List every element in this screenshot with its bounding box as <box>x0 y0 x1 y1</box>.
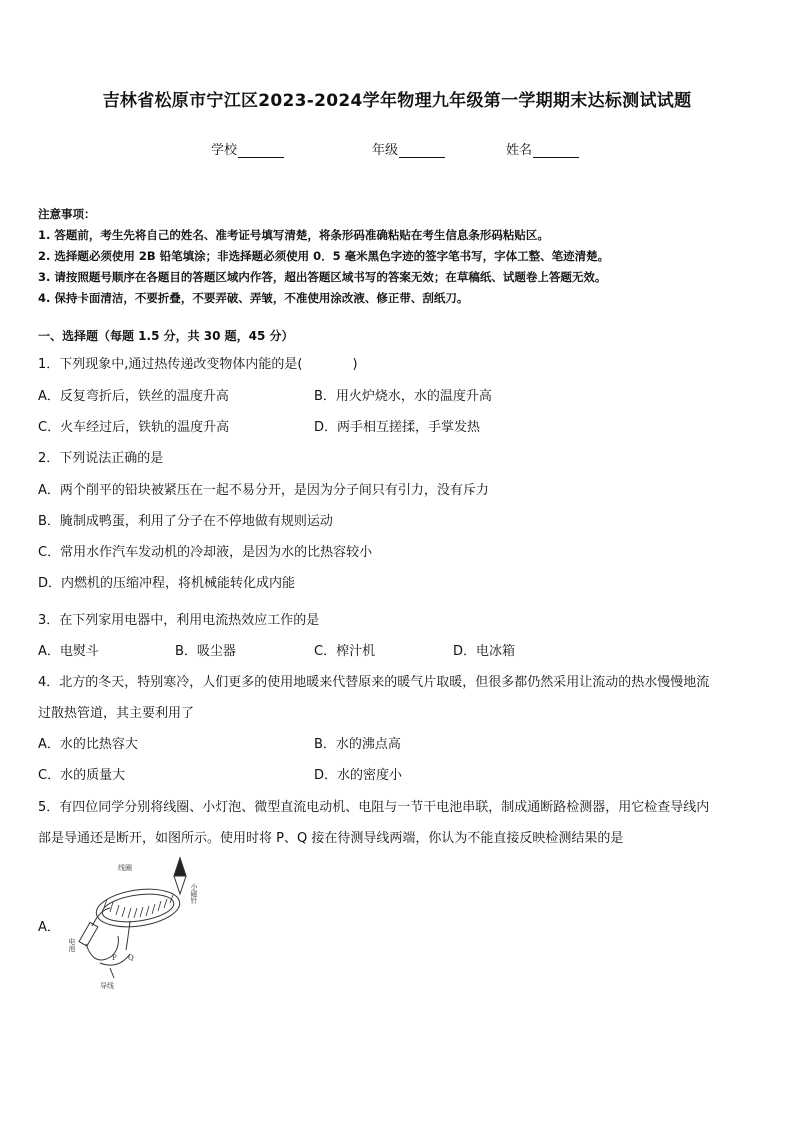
q3-option-b[interactable]: B．吸尘器 <box>175 644 236 659</box>
q4-option-a[interactable]: A．水的比热容大 <box>38 737 138 752</box>
fig-label-battery: 电池 <box>68 938 76 952</box>
q4-option-b[interactable]: B．水的沸点高 <box>314 737 401 752</box>
q2-option-b[interactable]: B．腌制成鸭蛋，利用了分子在不停地做有规则运动 <box>38 514 333 529</box>
school-field[interactable] <box>211 139 284 158</box>
q2-option-a[interactable]: A．两个削平的铅块被紧压在一起不易分开，是因为分子间只有引力，没有斥力 <box>38 483 489 498</box>
note-item: 2. 选择题必须使用 2B 铅笔填涂；非选择题必须使用 0．5 毫米黑色字迹的签字笔书写，字体工整、笔迹清楚。 <box>38 249 610 263</box>
battery-body <box>79 922 98 946</box>
q2-option-c[interactable]: C．常用水作汽车发动机的冷却液，是因为水的比热容较小 <box>38 545 373 560</box>
q5-option-a-figure <box>70 858 220 998</box>
question-2-stem: 2．下列说法正确的是 <box>38 451 164 466</box>
q4-option-d[interactable]: D．水的密度小 <box>314 768 403 783</box>
q4-option-c[interactable]: C．水的质量大 <box>38 768 126 783</box>
question-3-stem: 3．在下列家用电器中，利用电流热效应工作的是 <box>38 613 320 628</box>
fig-label-needle: 小磁针 <box>190 883 198 904</box>
question-5-stem-line1: 5．有四位同学分别将线圈、小灯泡、微型直流电动机、电阻与一节干电池串联，制成通断路检测器，用它检查导线内 <box>38 800 710 815</box>
q1-option-a[interactable]: A．反复弯折后，铁丝的温度升高 <box>38 389 229 404</box>
question-1-text: 1．下列现象中,通过热传递改变物体内能的是( <box>38 357 303 372</box>
section-heading: 一、选择题（每题 1.5 分，共 30 题，45 分） <box>38 329 294 343</box>
name-field[interactable] <box>506 139 579 158</box>
question-4-stem-line1: 4．北方的冬天，特别寒冷，人们更多的使用地暖来代替原来的暖气片取暖，但很多都仍然采用让流动的热水慢慢地流 <box>38 675 710 690</box>
q2-option-d[interactable]: D．内燃机的压缩冲程，将机械能转化成内能 <box>38 576 296 591</box>
fig-label-wire: 导线 <box>100 982 114 990</box>
wire-3 <box>126 921 130 950</box>
note-item: 1. 答题前，考生先将自己的姓名、准考证号填写清楚，将条形码准确粘贴在考生信息条形码粘贴区。 <box>38 228 549 242</box>
q5-option-a-label[interactable]: A． <box>38 920 60 935</box>
question-5-stem-line2: 部是导通还是断开，如图所示。使用时将 P、Q 接在待测导线两端，你认为不能直接反映检测结果的是 <box>38 831 624 846</box>
school-label: 学校 <box>211 143 238 158</box>
fig-label-p: P <box>112 954 117 962</box>
question-4-stem-line2: 过散热管道，其主要利用了 <box>38 706 195 721</box>
fig-label-q: Q <box>128 954 134 962</box>
question-1-paren: ) <box>352 357 358 372</box>
grade-field[interactable] <box>372 139 445 158</box>
name-blank[interactable] <box>533 145 579 158</box>
notes-heading: 注意事项： <box>38 207 96 221</box>
note-item: 3. 请按照题号顺序在各题目的答题区域内作答，超出答题区域书写的答案无效；在草稿纸、试题卷上答题无效。 <box>38 270 607 284</box>
note-item: 4. 保持卡面清洁，不要折叠，不要弄破、弄皱，不准使用涂改液、修正带、刮纸刀。 <box>38 291 469 305</box>
school-blank[interactable] <box>238 145 284 158</box>
q3-option-c[interactable]: C．榨汁机 <box>314 644 376 659</box>
q3-option-d[interactable]: D．电冰箱 <box>453 644 516 659</box>
test-wire-pointer <box>110 968 114 978</box>
question-1-stem <box>38 353 358 372</box>
q3-option-a[interactable]: A．电熨斗 <box>38 644 99 659</box>
notes-block <box>38 204 609 309</box>
q1-option-b[interactable]: B．用火炉烧水，水的温度升高 <box>314 389 492 404</box>
coil-ellipse <box>94 884 182 931</box>
fig-label-coil: 线圈 <box>118 864 132 872</box>
name-label: 姓名 <box>506 143 533 158</box>
q1-option-c[interactable]: C．火车经过后，铁轨的温度升高 <box>38 420 230 435</box>
q1-option-d[interactable]: D．两手相互搓揉，手掌发热 <box>314 420 481 435</box>
grade-label: 年级 <box>372 143 399 158</box>
grade-blank[interactable] <box>399 145 445 158</box>
page-title: 吉林省松原市宁江区2023-2024学年物理九年级第一学期期末达标测试试题 <box>102 91 692 111</box>
